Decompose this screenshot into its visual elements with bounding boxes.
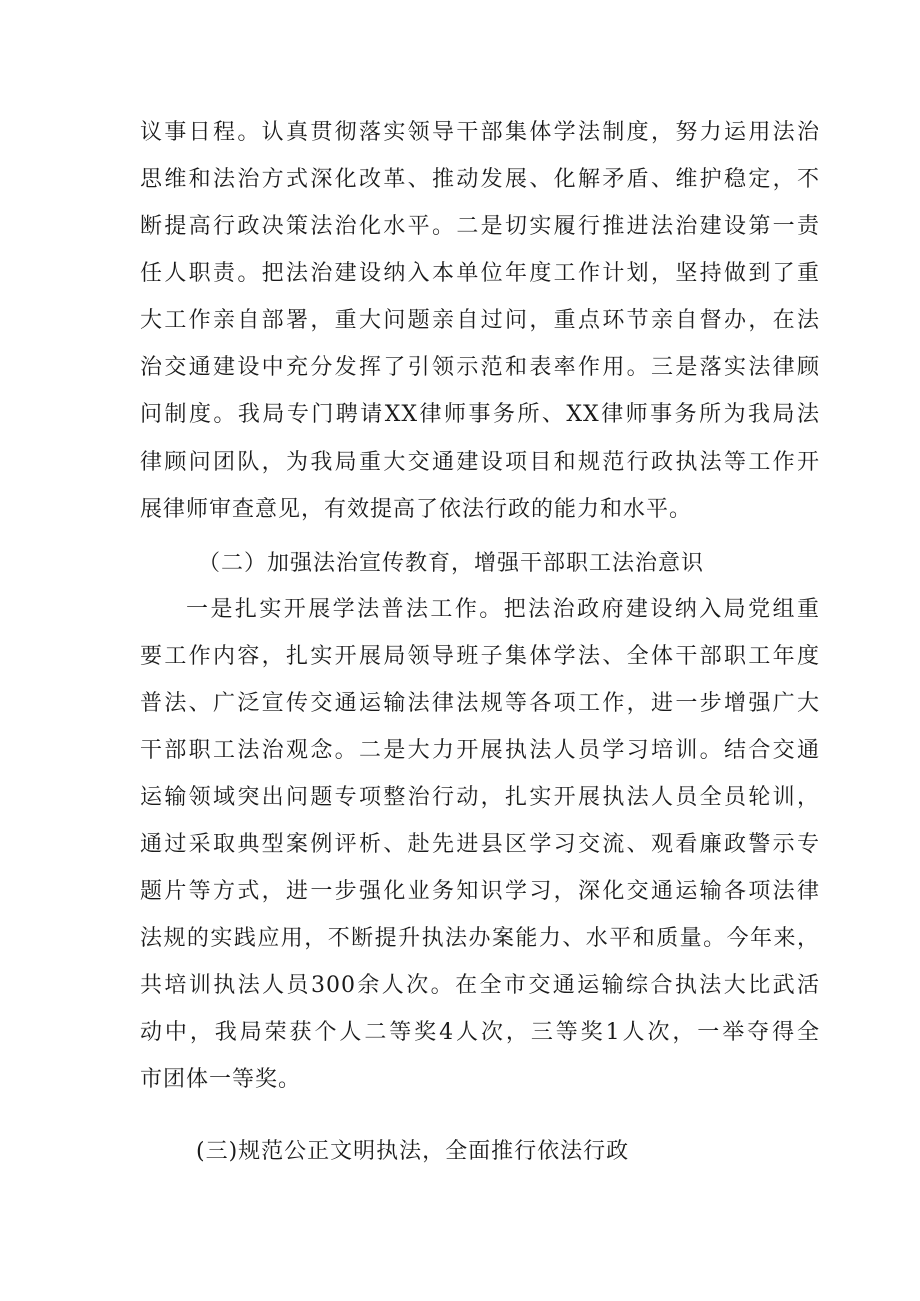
- paragraph-line: 法规的实践应用，不断提升执法办案能力、水平和质量。今年来，: [140, 926, 820, 951]
- paragraph-line: 一是扎实开展学法普法工作。把法治政府建设纳入局党组重: [186, 597, 820, 622]
- paragraph-line: 思维和法治方式深化改革、推动发展、化解矛盾、维护稳定，不: [140, 167, 820, 192]
- paragraph-line: 普法、广泛宣传交通运输法律法规等各项工作，进一步增强广大: [140, 691, 820, 716]
- section-heading: (三)规范公正文明执法，全面推行依法行政: [196, 1139, 630, 1164]
- paragraph-line: 题片等方式，进一步强化业务知识学习，深化交通运输各项法律: [140, 879, 820, 904]
- paragraph-line: 任人职责。把法治建设纳入本单位年度工作计划，坚持做到了重: [140, 261, 820, 286]
- paragraph-line: 问制度。我局专门聘请XX律师事务所、XX律师事务所为我局法: [140, 402, 820, 427]
- paragraph-line: 动中，我局荣获个人二等奖4人次，三等奖1人次，一举夺得全: [140, 1020, 820, 1045]
- paragraph-line: 律顾问团队，为我局重大交通建设项目和规范行政执法等工作开: [140, 450, 820, 475]
- paragraph-line: 市团体一等奖。: [140, 1067, 302, 1092]
- paragraph-line: 共培训执法人员300余人次。在全市交通运输综合执法大比武活: [140, 973, 820, 998]
- paragraph-line: 通过采取典型案例评析、赴先进县区学习交流、观看廉政警示专: [140, 832, 820, 857]
- paragraph-line: 展律师审查意见，有效提高了依法行政的能力和水平。: [140, 497, 693, 522]
- paragraph-line: 治交通建设中充分发挥了引领示范和表率作用。三是落实法律顾: [140, 355, 820, 380]
- paragraph-line: 运输领域突出问题专项整治行动，扎实开展执法人员全员轮训，: [140, 785, 820, 810]
- paragraph-line: 断提高行政决策法治化水平。二是切实履行推进法治建设第一责: [140, 214, 820, 239]
- paragraph-line: 要工作内容，扎实开展局领导班子集体学法、全体干部职工年度: [140, 644, 820, 669]
- paragraph-line: 议事日程。认真贯彻落实领导干部集体学法制度，努力运用法治: [140, 120, 820, 145]
- section-heading: （二）加强法治宣传教育，增强干部职工法治意识: [198, 551, 705, 576]
- paragraph-line: 干部职工法治观念。二是大力开展执法人员学习培训。结合交通: [140, 738, 820, 763]
- paragraph-line: 大工作亲自部署，重大问题亲自过问，重点环节亲自督办，在法: [140, 308, 820, 333]
